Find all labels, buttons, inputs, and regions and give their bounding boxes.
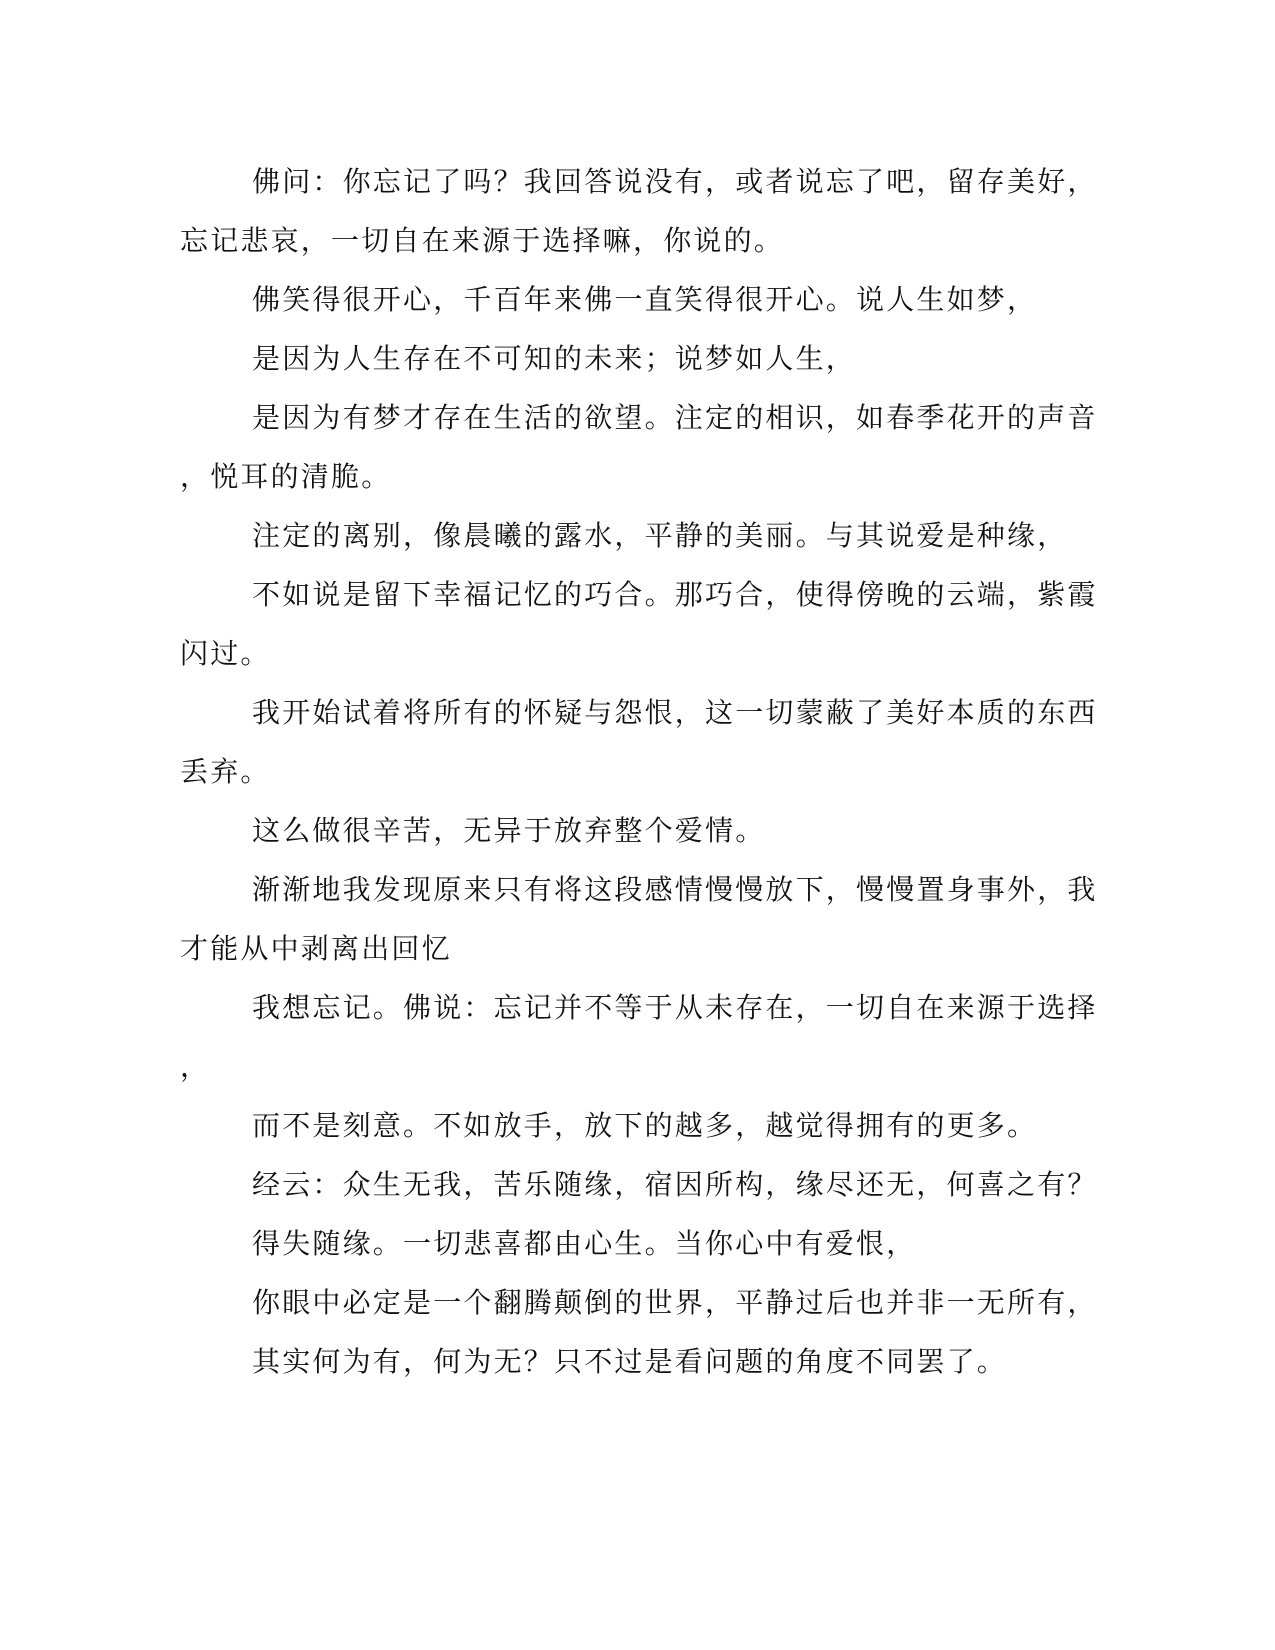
- text-line: 其实何为有，何为无？只不过是看问题的角度不同罢了。: [252, 1345, 1008, 1378]
- text-line: 是因为有梦才存在生活的欲望。注定的相识，如春季花开的声音: [252, 401, 1098, 434]
- text-line: ，: [180, 1050, 211, 1083]
- text-line: 才能从中剥离出回忆: [180, 932, 452, 965]
- text-line: 不如说是留下幸福记忆的巧合。那巧合，使得傍晚的云端，紫霞: [252, 578, 1098, 611]
- text-line: 是因为人生存在不可知的未来；说梦如人生，: [252, 342, 857, 375]
- text-line: 经云：众生无我，苦乐随缘，宿因所构，缘尽还无，何喜之有？: [252, 1168, 1098, 1201]
- text-line: 渐渐地我发现原来只有将这段感情慢慢放下，慢慢置身事外，我: [252, 873, 1098, 906]
- document-body: [180, 152, 1098, 1391]
- text-line: ，悦耳的清脆。: [180, 460, 392, 493]
- text-line: 这么做很辛苦，无异于放弃整个爱情。: [252, 814, 766, 847]
- text-line: 佛笑得很开心，千百年来佛一直笑得很开心。说人生如梦，: [252, 283, 1038, 316]
- text-line: 得失随缘。一切悲喜都由心生。当你心中有爱恨，: [252, 1227, 917, 1260]
- text-line: 你眼中必定是一个翻腾颠倒的世界，平静过后也并非一无所有，: [252, 1286, 1098, 1319]
- text-line: 佛问：你忘记了吗？我回答说没有，或者说忘了吧，留存美好，: [252, 165, 1098, 198]
- text-line: 我想忘记。佛说：忘记并不等于从未存在，一切自在来源于选择: [252, 991, 1098, 1024]
- text-line: 我开始试着将所有的怀疑与怨恨，这一切蒙蔽了美好本质的东西: [252, 696, 1098, 729]
- text-line: 注定的离别，像晨曦的露水，平静的美丽。与其说爱是种缘，: [252, 519, 1068, 552]
- text-line: 闪过。: [180, 637, 271, 670]
- text-line: 忘记悲哀，一切自在来源于选择嘛，你说的。: [180, 224, 785, 257]
- text-line: 而不是刻意。不如放手，放下的越多，越觉得拥有的更多。: [252, 1109, 1038, 1142]
- text-line: 丢弃。: [180, 755, 271, 788]
